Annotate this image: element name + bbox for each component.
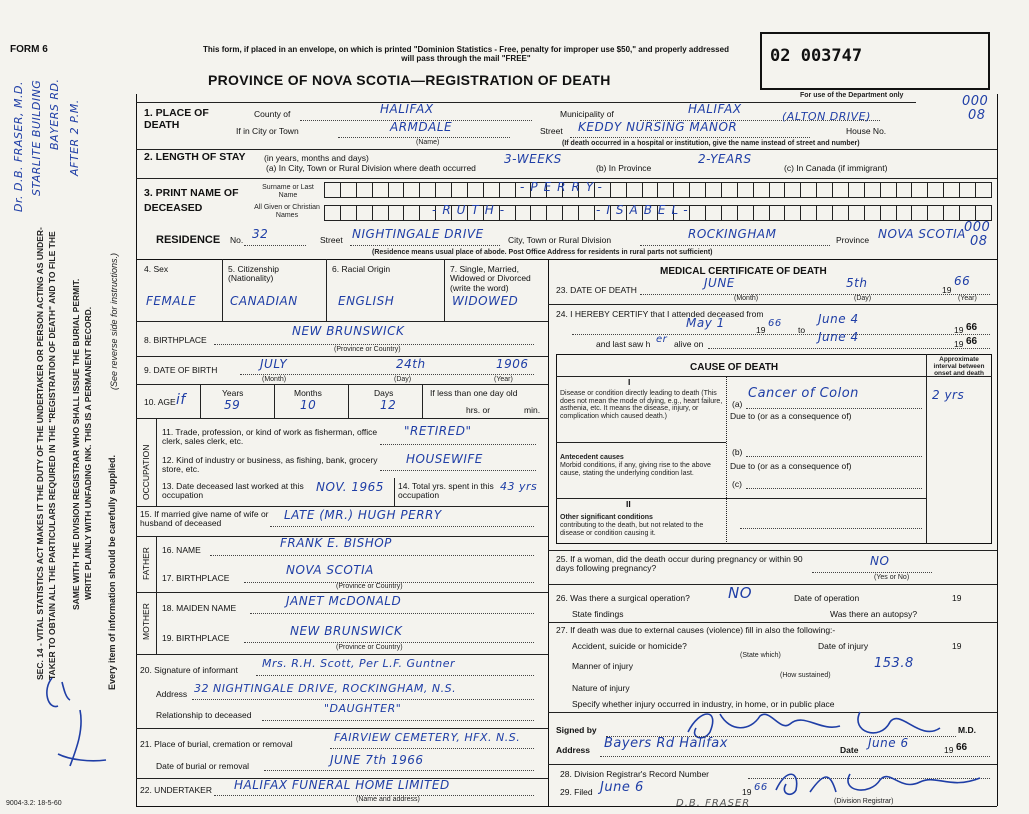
date-of-death-label: 23. DATE OF DEATH bbox=[556, 285, 637, 295]
undertaker-label: 22. UNDERTAKER bbox=[140, 785, 212, 795]
marital-status-label: 7. Single, Married, Widowed or Divorced (write the word) bbox=[450, 264, 531, 293]
street-label: Street bbox=[540, 126, 563, 136]
dob-month: JULY bbox=[260, 357, 288, 371]
alive-on-label: alive on bbox=[674, 339, 704, 349]
due-to-a: Due to (or as a consequence of) bbox=[730, 411, 852, 421]
undertaker-caption: (Name and address) bbox=[356, 796, 420, 803]
envelope-notice: This form, if placed in an envelope, on which is printed "Dominion Statistics - Free, penalty for improper use $50," and properly addressed will pass through the mail "FREE" bbox=[203, 45, 729, 63]
burial-date: JUNE 7th 1966 bbox=[330, 753, 424, 767]
informant-address: 32 NIGHTINGALE DRIVE, ROCKINGHAM, N.S. bbox=[194, 682, 457, 695]
how-sustained-caption: (How sustained) bbox=[780, 672, 831, 679]
total-years-label: 14. Total yrs. spent in this occupation bbox=[398, 481, 494, 501]
statute-text-2: TAKER TO OBTAIN ALL THE PARTICULARS REQUIRED IN THE "REGISTRATION OF DEATH" AND TO FILE THE bbox=[47, 231, 57, 680]
other-conditions-label: Other significant conditions bbox=[560, 514, 653, 521]
min-label: min. bbox=[524, 405, 541, 415]
age-years-value: 59 bbox=[224, 398, 241, 412]
dob-day-caption: (Day) bbox=[394, 376, 412, 383]
section-i: I bbox=[628, 377, 631, 387]
informant-signature: Mrs. R.H. Scott, Per L.F. Guntner bbox=[262, 657, 456, 670]
handwritten-note-4: AFTER 2 P.M. bbox=[68, 99, 81, 176]
surname-value: -PERRY- bbox=[520, 180, 608, 194]
age-months-label: Months bbox=[294, 388, 322, 398]
last-saw-mark: er bbox=[656, 334, 668, 345]
mother-side-label: MOTHER bbox=[141, 603, 151, 640]
antecedent-sub: Morbid conditions, if any, giving rise to the above cause, stating the underlying condition last. bbox=[560, 462, 711, 477]
statute-text-4: WRITE PLAINLY WITH UNFADING INK. THIS IS A PERMANENT RECORD. bbox=[83, 306, 93, 600]
doctor-address-label: Address bbox=[556, 745, 591, 755]
q26-value: NO bbox=[728, 584, 753, 602]
municipality-label: Municipality of bbox=[560, 109, 614, 119]
industry-label: 12. Kind of industry or business, as fishing, bank, grocery store, etc. bbox=[162, 455, 378, 475]
dod-month-caption: (Month) bbox=[734, 295, 759, 302]
last-saw-year: 66 bbox=[966, 336, 978, 347]
county-label: County of bbox=[254, 109, 291, 119]
registration-number-box bbox=[760, 32, 990, 90]
registrar-caption: (Division Registrar) bbox=[834, 798, 894, 805]
birthplace-value: NEW BRUNSWICK bbox=[292, 324, 405, 338]
birthplace-label: 8. BIRTHPLACE bbox=[144, 335, 207, 345]
length-of-stay-label: 2. LENGTH OF STAY bbox=[144, 151, 246, 163]
injury-year-prefix: 19 bbox=[952, 641, 962, 651]
given-name-1-value: -RUTH- bbox=[432, 203, 511, 217]
q25-label: 25. If a woman, did the death occur during pregnancy or within 90 days following pregnancy? bbox=[556, 554, 803, 574]
handwritten-note-3: BAYERS RD. bbox=[48, 78, 61, 150]
spouse-value: LATE (MR.) HUGH PERRY bbox=[284, 508, 442, 522]
last-worked-value: NOV. 1965 bbox=[316, 480, 384, 494]
dob-month-caption: (Month) bbox=[262, 376, 287, 383]
q25-caption: (Yes or No) bbox=[874, 574, 910, 581]
instructions-text: Every item of information should be carefully supplied. bbox=[107, 454, 117, 690]
relationship-label: Relationship to deceased bbox=[156, 710, 252, 720]
operation-year-prefix: 19 bbox=[952, 593, 962, 603]
informant-label: 20. Signature of informant bbox=[140, 665, 238, 675]
nature-label: Nature of injury bbox=[572, 683, 630, 693]
residence-label: RESIDENCE bbox=[156, 234, 221, 246]
q25-value: NO bbox=[870, 554, 890, 568]
injury-date-label: Date of injury bbox=[818, 641, 869, 651]
place-of-death-label: 1. PLACE OF DEATH bbox=[144, 107, 209, 131]
attended-to: June 4 bbox=[818, 312, 859, 326]
mother-birthplace-caption: (Province or Country) bbox=[336, 644, 403, 651]
medical-certificate-header: MEDICAL CERTIFICATE OF DEATH bbox=[660, 266, 827, 277]
age-months-value: 10 bbox=[300, 398, 317, 412]
trade-label: 11. Trade, profession, or kind of work as fisherman, office clerk, sales clerk, etc. bbox=[162, 427, 378, 447]
informant-address-label: Address bbox=[156, 689, 188, 699]
age-days-value: 12 bbox=[380, 398, 397, 412]
interval-header: Approximate interval between onset and death bbox=[933, 356, 985, 378]
father-birthplace-label: 17. BIRTHPLACE bbox=[162, 573, 230, 583]
dob-year-caption: (Year) bbox=[494, 376, 513, 383]
citizenship-value: CANADIAN bbox=[230, 294, 298, 308]
date-of-death-month: JUNE bbox=[704, 276, 735, 290]
last-saw-label: and last saw h bbox=[596, 339, 651, 349]
statute-text-1: SEC. 14 - VITAL STATISTICS ACT MAKES IT THE DUTY OF THE UNDERTAKER OR PERSON ACTING AS UNDER- bbox=[35, 227, 45, 680]
filed-label: 29. Filed bbox=[560, 787, 593, 797]
sex-value: FEMALE bbox=[146, 294, 197, 308]
hospital-note: (If death occurred in a hospital or institution, give the name instead of street and number) bbox=[562, 140, 860, 147]
dod-day-caption: (Day) bbox=[854, 295, 872, 302]
handwritten-note-1: Dr. D.B. FRASER, M.D. bbox=[12, 80, 25, 212]
doctor-date: June 6 bbox=[868, 736, 909, 750]
under-day-label: If less than one day old bbox=[430, 388, 518, 398]
residence-city-value: ROCKINGHAM bbox=[688, 227, 777, 241]
birthplace-caption: (Province or Country) bbox=[334, 346, 401, 353]
manner-label: Manner of injury bbox=[572, 661, 633, 671]
q26-label: 26. Was there a surgical operation? bbox=[556, 593, 690, 603]
age-label: 10. AGE bbox=[144, 397, 176, 407]
form-title: PROVINCE OF NOVA SCOTIA—REGISTRATION OF DEATH bbox=[208, 72, 611, 88]
occupation-side-label: OCCUPATION bbox=[141, 444, 151, 500]
spouse-label: 15. If married give name of wife or husband of deceased bbox=[140, 509, 269, 529]
surname-label: Surname or Last Name bbox=[262, 184, 314, 199]
industry-injury-label: Specify whether injury occurred in industry, in home, or in public place bbox=[572, 699, 835, 709]
dept-code-3: 000 bbox=[964, 220, 991, 235]
father-side-label: FATHER bbox=[141, 547, 151, 580]
stay-canada-label: (c) In Canada (if immigrant) bbox=[784, 163, 888, 173]
stay-province-label: (b) In Province bbox=[596, 163, 652, 173]
citizenship-label: 5. Citizenship (Nationality) bbox=[228, 264, 280, 284]
icd-code: 153.8 bbox=[874, 656, 914, 671]
attended-from: May 1 bbox=[686, 316, 725, 330]
department-use-label: For use of the Department only bbox=[800, 92, 904, 99]
accident-label: Accident, suicide or homicide? bbox=[572, 641, 687, 651]
residence-city-label: City, Town or Rural Division bbox=[508, 235, 612, 245]
dept-code-2: 08 bbox=[968, 108, 986, 123]
doctor-year-prefix: 19 bbox=[944, 745, 954, 755]
doctor-date-label: Date bbox=[840, 745, 859, 755]
from-year-prefix: 19 bbox=[756, 325, 766, 335]
cause-a-prefix: (a) bbox=[732, 399, 743, 409]
father-name-value: FRANK E. BISHOP bbox=[280, 536, 392, 550]
municipality-value: HALIFAX bbox=[688, 102, 742, 116]
dob-label: 9. DATE OF BIRTH bbox=[144, 365, 218, 375]
last-saw-year-prefix: 19 bbox=[954, 339, 964, 349]
father-birthplace-value: NOVA SCOTIA bbox=[286, 563, 374, 577]
age-prefix: if bbox=[176, 392, 186, 408]
md-label: M.D. bbox=[958, 725, 976, 735]
form-code: 9004-3.2: 18-5-60 bbox=[6, 800, 62, 807]
cause-b-prefix: (b) bbox=[732, 447, 743, 457]
marital-status-value: WIDOWED bbox=[452, 294, 519, 308]
to-year: 66 bbox=[966, 322, 978, 333]
city-label: If in City or Town bbox=[236, 126, 299, 136]
cause-c-prefix: (c) bbox=[732, 479, 742, 489]
q27-label: 27. If death was due to external causes (violence) fill in also the following:- bbox=[556, 625, 836, 635]
fraser-stamp: D.B. FRASER bbox=[676, 798, 751, 809]
residence-no-label: No. bbox=[230, 235, 244, 245]
print-name-label: 3. PRINT NAME OF DECEASED bbox=[144, 187, 239, 214]
autopsy-label: Was there an autopsy? bbox=[830, 609, 918, 619]
registrar-signature bbox=[770, 762, 990, 802]
reverse-note: (See reverse side for instructions.) bbox=[109, 252, 119, 390]
doctor-year: 66 bbox=[956, 742, 968, 753]
total-years-value: 43 yrs bbox=[500, 480, 538, 493]
relationship-value: "DAUGHTER" bbox=[324, 702, 402, 715]
age-years-label: Years bbox=[222, 388, 244, 398]
sex-label: 4. Sex bbox=[144, 264, 169, 274]
certify-label: 24. I HEREBY CERTIFY that I attended deceased from bbox=[556, 309, 764, 319]
city-value: ARMDALE bbox=[390, 120, 453, 134]
stay-province-value: 2-YEARS bbox=[698, 152, 752, 166]
interval-a-value: 2 yrs bbox=[932, 388, 965, 402]
date-of-death-day: 5th bbox=[846, 276, 868, 290]
last-saw-date: June 4 bbox=[818, 330, 859, 344]
residence-note: (Residence means usual place of abode. Post Office Address for residents in rural parts not sufficient) bbox=[372, 249, 713, 256]
registrar-number-label: 28. Division Registrar's Record Number bbox=[560, 769, 710, 779]
residence-street-value: NIGHTINGALE DRIVE bbox=[352, 227, 484, 241]
street-value: KEDDY NURSING MANOR bbox=[578, 120, 738, 134]
burial-label: 21. Place of burial, cremation or removal bbox=[140, 739, 293, 749]
dob-day: 24th bbox=[396, 357, 426, 371]
city-name-caption: (Name) bbox=[416, 139, 440, 146]
to-label: to bbox=[798, 325, 806, 335]
dob-year: 1906 bbox=[496, 357, 529, 371]
margin-initials bbox=[40, 670, 120, 780]
dept-code-4: 08 bbox=[970, 234, 988, 249]
county-value: HALIFAX bbox=[380, 102, 434, 116]
date-of-death-year: 66 bbox=[954, 274, 971, 288]
father-name-label: 16. NAME bbox=[162, 545, 201, 555]
cause-of-death-header: CAUSE OF DEATH bbox=[690, 362, 779, 373]
doctor-address: Bayers Rd Halifax bbox=[604, 736, 728, 751]
filed-year: 66 bbox=[754, 782, 768, 793]
statute-text-3: SAME WITH THE DIVISION REGISTRAR WHO SHALL ISSUE THE BURIAL PERMIT. bbox=[71, 278, 81, 610]
given-name-2-value: -ISABEL- bbox=[596, 203, 694, 217]
residence-street-label: Street bbox=[320, 235, 343, 245]
state-which-caption: (State which) bbox=[740, 652, 781, 659]
mother-birthplace-value: NEW BRUNSWICK bbox=[290, 624, 403, 638]
burial-place: FAIRVIEW CEMETERY, HFX. N.S. bbox=[334, 731, 521, 744]
mother-maiden-value: JANET McDONALD bbox=[286, 594, 402, 608]
antecedent-label: Antecedent causes bbox=[560, 454, 624, 461]
racial-origin-label: 6. Racial Origin bbox=[332, 264, 391, 274]
racial-origin-value: ENGLISH bbox=[338, 294, 395, 308]
handwritten-note-2: STARLITE BUILDING bbox=[30, 79, 43, 196]
immediate-cause-label: Disease or condition directly leading to death (This does not mean the mode of dying, e.g., heart failure, asthenia, etc. It means the disease, injury, or complication which caused death.) bbox=[560, 390, 723, 421]
residence-province-label: Province bbox=[836, 235, 870, 245]
stay-city-label: (a) In City, Town or Rural Division where death occurred bbox=[266, 163, 476, 173]
form-id: FORM 6 bbox=[10, 44, 48, 55]
age-days-label: Days bbox=[374, 388, 394, 398]
residence-province-value: NOVA SCOTIA bbox=[878, 227, 966, 241]
state-findings-label: State findings bbox=[572, 609, 624, 619]
industry-value: HOUSEWIFE bbox=[406, 452, 483, 466]
undertaker-value: HALIFAX FUNERAL HOME LIMITED bbox=[234, 778, 450, 792]
burial-date-label: Date of burial or removal bbox=[156, 761, 250, 771]
house-number-label: House No. bbox=[846, 126, 887, 136]
from-year: 66 bbox=[768, 318, 782, 329]
other-conditions-sub: contributing to the death, but not related to the disease or condition causing it. bbox=[560, 522, 704, 537]
father-birthplace-caption: (Province or Country) bbox=[336, 583, 403, 590]
hrs-label: hrs. or bbox=[466, 405, 491, 415]
cause-a-value: Cancer of Colon bbox=[748, 386, 859, 401]
residence-no-value: 32 bbox=[252, 227, 269, 241]
filed-year-prefix: 19 bbox=[742, 787, 752, 797]
stay-city-value: 3-WEEKS bbox=[504, 152, 562, 166]
mother-birthplace-label: 19. BIRTHPLACE bbox=[162, 633, 230, 643]
to-year-prefix: 19 bbox=[954, 325, 964, 335]
length-of-stay-sub: (in years, months and days) bbox=[264, 153, 369, 163]
last-worked-label: 13. Date deceased last worked at this occupation bbox=[162, 481, 304, 501]
registration-number: 02 003747 bbox=[770, 46, 863, 66]
surname-grid bbox=[324, 182, 992, 198]
filed-date: June 6 bbox=[600, 780, 644, 795]
dod-year-caption: (Year) bbox=[958, 295, 977, 302]
trade-value: "RETIRED" bbox=[404, 424, 472, 438]
date-of-death-year-prefix: 19 bbox=[942, 285, 952, 295]
street-note: (ALTON DRIVE) bbox=[782, 110, 871, 123]
dept-code-1: 000 bbox=[962, 94, 989, 109]
signed-by-label: Signed by bbox=[556, 725, 597, 735]
section-ii: II bbox=[626, 499, 631, 509]
due-to-b: Due to (or as a consequence of) bbox=[730, 461, 852, 471]
operation-date-label: Date of operation bbox=[794, 593, 860, 603]
mother-maiden-label: 18. MAIDEN NAME bbox=[162, 603, 237, 613]
given-names-label: All Given or Christian Names bbox=[254, 204, 320, 219]
